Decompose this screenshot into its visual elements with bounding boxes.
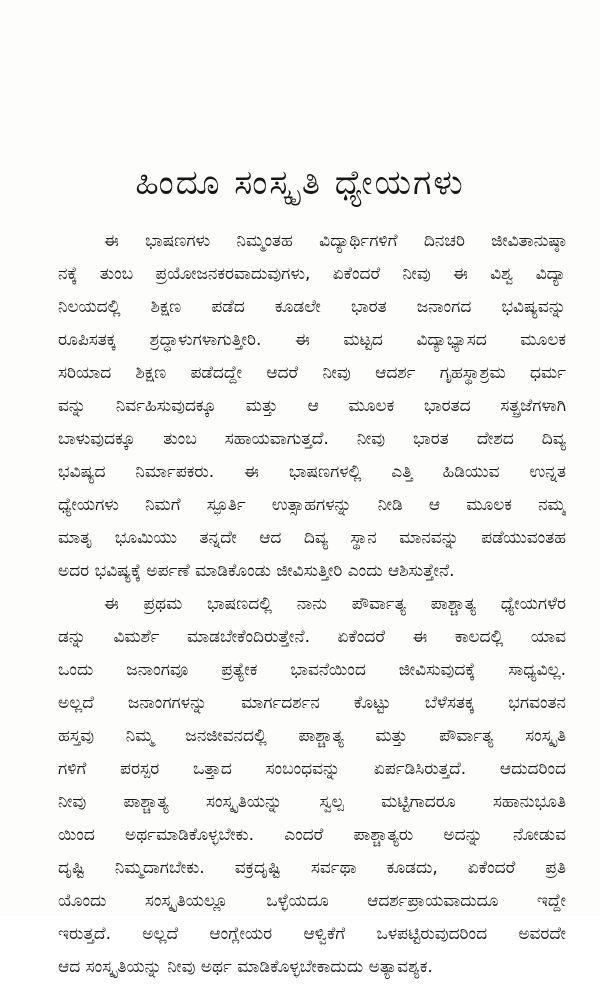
paragraph-2-line-8: ಯಿಂದ ಅರ್ಥಮಾಡಿಕೊಳ್ಳಬೇಕು. ಎಂದರೆ ಪಾಶ್ಚಾತ್ಯರು ಅದನ್ನು ನೋಡುವ bbox=[58, 825, 566, 845]
paragraph-1-line-9: ಧ್ಯೇಯಗಳು ನಿಮಗೆ ಸ್ಫೂರ್ತಿ ಉತ್ಸಾಹಗಳನ್ನು ನೀಡಿ ಆ ಮೂಲಕ ನಮ್ಮ bbox=[58, 495, 566, 515]
paragraph-1-line-7: ಬಾಳುವುದಕ್ಕೂ ತುಂಬ ಸಹಾಯವಾಗುತ್ತದೆ. ನೀವು ಭಾರತ ದೇಶದ ದಿವ್ಯ bbox=[58, 429, 566, 449]
paragraph-1-line-5: ಸರಿಯಾದ ಶಿಕ್ಷಣ ಪಡೆದದ್ದೇ ಆದರೆ ನೀವು ಆದರ್ಶ ಗೃಹಸ್ಥಾಶ್ರಮ ಧರ್ಮ bbox=[58, 363, 566, 383]
paragraph-2-line-5: ಹಸ್ತವು ನಿಮ್ಮ ಜನಜೀವನದಲ್ಲಿ ಪಾಶ್ಚಾತ್ಯ ಮತ್ತು ಪೌರ್ವಾತ್ಯ ಸಂಸ್ಕೃತಿ bbox=[58, 726, 566, 746]
paragraph-2-line-2: ಡನ್ನು ವಿಮರ್ಶೆ ಮಾಡಬೇಕೆಂದಿರುತ್ತೇನೆ. ಏಕೆಂದರೆ ಈ ಕಾಲದಲ್ಲಿ ಯಾವ bbox=[58, 627, 566, 647]
paragraph-2-line-9: ದೃಷ್ಟಿ ನಿಮ್ಮದಾಗಬೇಕು. ವಕ್ರದೃಷ್ಟಿ ಸರ್ವಥಾ ಕೂಡದು, ಏಕೆಂದರೆ ಪ್ರತಿ bbox=[58, 858, 566, 878]
page-title: ಹಿಂದೂ ಸಂಸ್ಕೃತಿ ಧ್ಯೇಯಗಳು bbox=[135, 163, 465, 203]
paragraph-2-line-10: ಯೊಂದು ಸಂಸ್ಕೃತಿಯಲ್ಲೂ ಒಳ್ಳೆಯದೂ ಆದರ್ಶಪ್ರಾಯವಾದುದೂ ಇದ್ದೇ bbox=[58, 891, 566, 911]
paragraph-2-line-6: ಗಳಿಗೆ ಪರಸ್ಪರ ಒತ್ತಾದ ಸಂಬಂಧವನ್ನು ಏರ್ಪಡಿಸಿರುತ್ತದೆ. ಆದುದರಿಂದ bbox=[58, 759, 566, 779]
paragraph-2-line-1: ಈ ಪ್ರಥಮ ಭಾಷಣದಲ್ಲಿ ನಾನು ಪೌರ್ವಾತ್ಯ ಪಾಶ್ಚಾತ್ಯ ಧ್ಯೇಯಗಳೆರ bbox=[104, 594, 566, 614]
paragraph-2-line-7: ನೀವು ಪಾಶ್ಚಾತ್ಯ ಸಂಸ್ಕೃತಿಯನ್ನು ಸ್ವಲ್ಪ ಮಟ್ಟಿಗಾದರೂ ಸಹಾನುಭೂತಿ bbox=[58, 792, 566, 812]
paragraph-1-line-8: ಭವಿಷ್ಯದ ನಿರ್ಮಾಪಕರು. ಈ ಭಾಷಣಗಳಲ್ಲಿ ಎತ್ತಿ ಹಿಡಿಯುವ ಉನ್ನತ bbox=[58, 462, 566, 482]
body-text bbox=[58, 225, 566, 984]
paragraph-1-line-4: ರೂಪಿಸತಕ್ಕ ಶ್ರದ್ಧಾಳುಗಳಾಗುತ್ತೀರಿ. ಈ ಮಟ್ಟದ ವಿದ್ಯಾಭ್ಯಾಸದ ಮೂಲಕ bbox=[58, 330, 566, 350]
paragraph-1-line-3: ನಿಲಯದಲ್ಲಿ ಶಿಕ್ಷಣ ಪಡೆದ ಕೂಡಲೇ ಭಾರತ ಜನಾಂಗದ ಭವಿಷ್ಯವನ್ನು bbox=[58, 297, 566, 317]
paragraph-2-line-11: ಇರುತ್ತದೆ. ಅಲ್ಲದೆ ಆಂಗ್ಲೇಯರ ಆಳ್ವಿಕೆಗೆ ಒಳಪಟ್ಟಿರುವುದರಿಂದ ಅವರದೇ bbox=[58, 924, 566, 944]
paragraph-1-line-1: ಈ ಭಾಷಣಗಳು ನಿಮ್ಮಂತಹ ವಿದ್ಯಾರ್ಥಿಗಳಿಗೆ ದಿನಚರಿ ಜೀವಿತಾನುಷ್ಠಾ bbox=[104, 231, 566, 251]
paragraph-1-line-6: ವನ್ನು ನಿರ್ವಹಿಸುವುದಕ್ಕೂ ಮತ್ತು ಆ ಮೂಲಕ ಭಾರತದ ಸತ್ಪ್ರಜೆಗಳಾಗಿ bbox=[58, 396, 566, 416]
paragraph-1-line-10: ಮಾತೃ ಭೂಮಿಯು ತನ್ನದೇ ಆದ ದಿವ್ಯ ಸ್ಥಾನ ಮಾನವನ್ನು ಪಡೆಯುವಂತಹ bbox=[58, 528, 566, 548]
paragraph-1-line-2: ನಕ್ಕೆ ತುಂಬ ಪ್ರಯೋಜನಕರವಾದುವುಗಳು, ಏಕೆಂದರೆ ನೀವು ಈ ವಿಶ್ವ ವಿದ್ಯಾ bbox=[58, 264, 566, 284]
paragraph-2-line-12: ಆದ ಸಂಸ್ಕೃತಿಯನ್ನು ನೀವು ಅರ್ಥ ಮಾಡಿಕೊಳ್ಳಬೇಕಾದುದು ಅತ್ಯಾವಶ್ಯಕ. bbox=[58, 957, 433, 977]
paragraph-1-line-11: ಅದರ ಭವಿಷ್ಯಕ್ಕೆ ಅರ್ಪಣೆ ಮಾಡಿಕೊಂಡು ಜೀವಿಸುತ್ತೀರಿ ಎಂದು ಆಶಿಸುತ್ತೇನೆ. bbox=[58, 561, 455, 581]
paragraph-2-line-4: ಅಲ್ಲದೆ ಜನಾಂಗಗಳನ್ನು ಮಾರ್ಗದರ್ಶನ ಕೊಟ್ಟು ಬೆಳೆಸತಕ್ಕ ಭಗವಂತನ bbox=[58, 693, 566, 713]
paragraph-2-line-3: ಒಂದು ಜನಾಂಗವೂ ಪ್ರತ್ಯೇಕ ಭಾವನೆಯಿಂದ ಜೀವಿಸುವುದಕ್ಕೆ ಸಾಧ್ಯವಿಲ್ಲ. bbox=[58, 660, 566, 680]
